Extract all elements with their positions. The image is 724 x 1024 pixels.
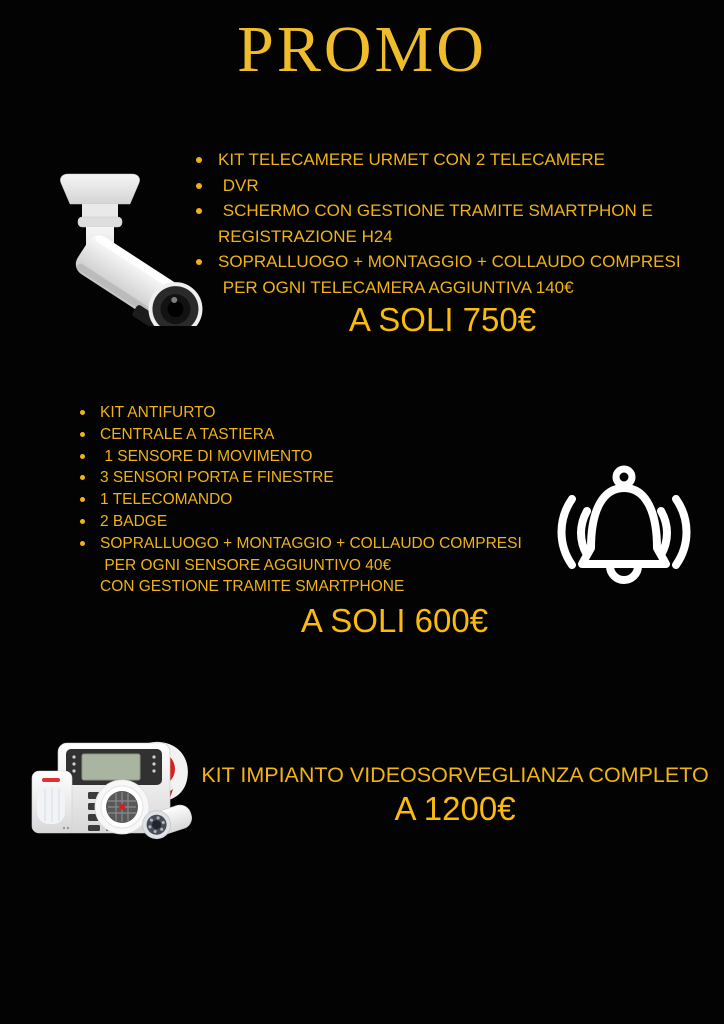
alarm-bell-icon: [540, 460, 708, 602]
bullet-dot: [80, 475, 85, 480]
bullet-dot: [196, 259, 202, 265]
bullet-dot: [80, 432, 85, 437]
list-item-line: KIT ANTIFURTO: [100, 404, 216, 421]
list-item-line: SOPRALLUOGO + MONTAGGIO + COLLAUDO COMPRESI: [100, 534, 522, 552]
bullet-dot: [196, 208, 202, 214]
list-item-line: PER OGNI TELECAMERA AGGIUNTIVA 140€: [218, 277, 574, 297]
complete-kit-title: KIT IMPIANTO VIDEOSORVEGLIANZA COMPLETO: [201, 763, 709, 787]
list-item-line: 1 TELECOMANDO: [100, 491, 233, 509]
complete-kit-price: A 1200€: [394, 790, 516, 827]
list-item: [196, 147, 708, 173]
list-item-line: KIT TELECAMERE URMET CON 2 TELECAMERE: [218, 150, 605, 169]
bullet-dot: [80, 497, 85, 502]
list-item-line: REGISTRAZIONE H24: [218, 226, 393, 246]
round-siren: [95, 780, 149, 834]
list-item: [196, 173, 708, 199]
pir-motion-sensor: [32, 771, 72, 833]
list-item: [196, 249, 708, 300]
list-item-line: SCHERMO CON GESTIONE TRAMITE SMARTPHON E: [218, 201, 653, 220]
bullet-dot: [196, 157, 202, 163]
list-item: [80, 533, 552, 598]
list-item-line: CENTRALE A TASTIERA: [100, 425, 275, 443]
bullet-dot: [196, 183, 202, 189]
list-item-line: 2 BADGE: [100, 512, 168, 530]
list-item: [196, 198, 708, 249]
list-item-line: DVR: [218, 175, 259, 195]
camera-kit-list: [196, 147, 708, 300]
list-item-line: SOPRALLUOGO + MONTAGGIO + COLLAUDO COMPRESI: [218, 252, 681, 271]
page-title: PROMO: [237, 13, 487, 86]
alarm-kit-price: A SOLI 600€: [300, 602, 489, 639]
alarm-kit-image: [30, 737, 194, 841]
alarm-kit-list: [80, 402, 552, 598]
bullet-dot: [80, 454, 85, 459]
bullet-dot: [80, 541, 85, 546]
list-item: [80, 467, 552, 489]
list-item: [80, 511, 552, 533]
bullet-dot: [80, 410, 85, 415]
list-item-line: CON GESTIONE TRAMITE SMARTPHONE: [100, 578, 405, 596]
camera-kit-price: A SOLI 750€: [348, 301, 537, 338]
list-item-line: 1 SENSORE DI MOVIMENTO: [100, 447, 313, 465]
list-item: [80, 489, 552, 511]
list-item-line: 3 SENSORI PORTA E FINESTRE: [100, 469, 334, 487]
list-item: [80, 446, 552, 468]
list-item: [80, 402, 552, 424]
bullet-dot: [80, 519, 85, 524]
list-item: [80, 424, 552, 446]
list-item-line: PER OGNI SENSORE AGGIUNTIVO 40€: [100, 556, 392, 574]
